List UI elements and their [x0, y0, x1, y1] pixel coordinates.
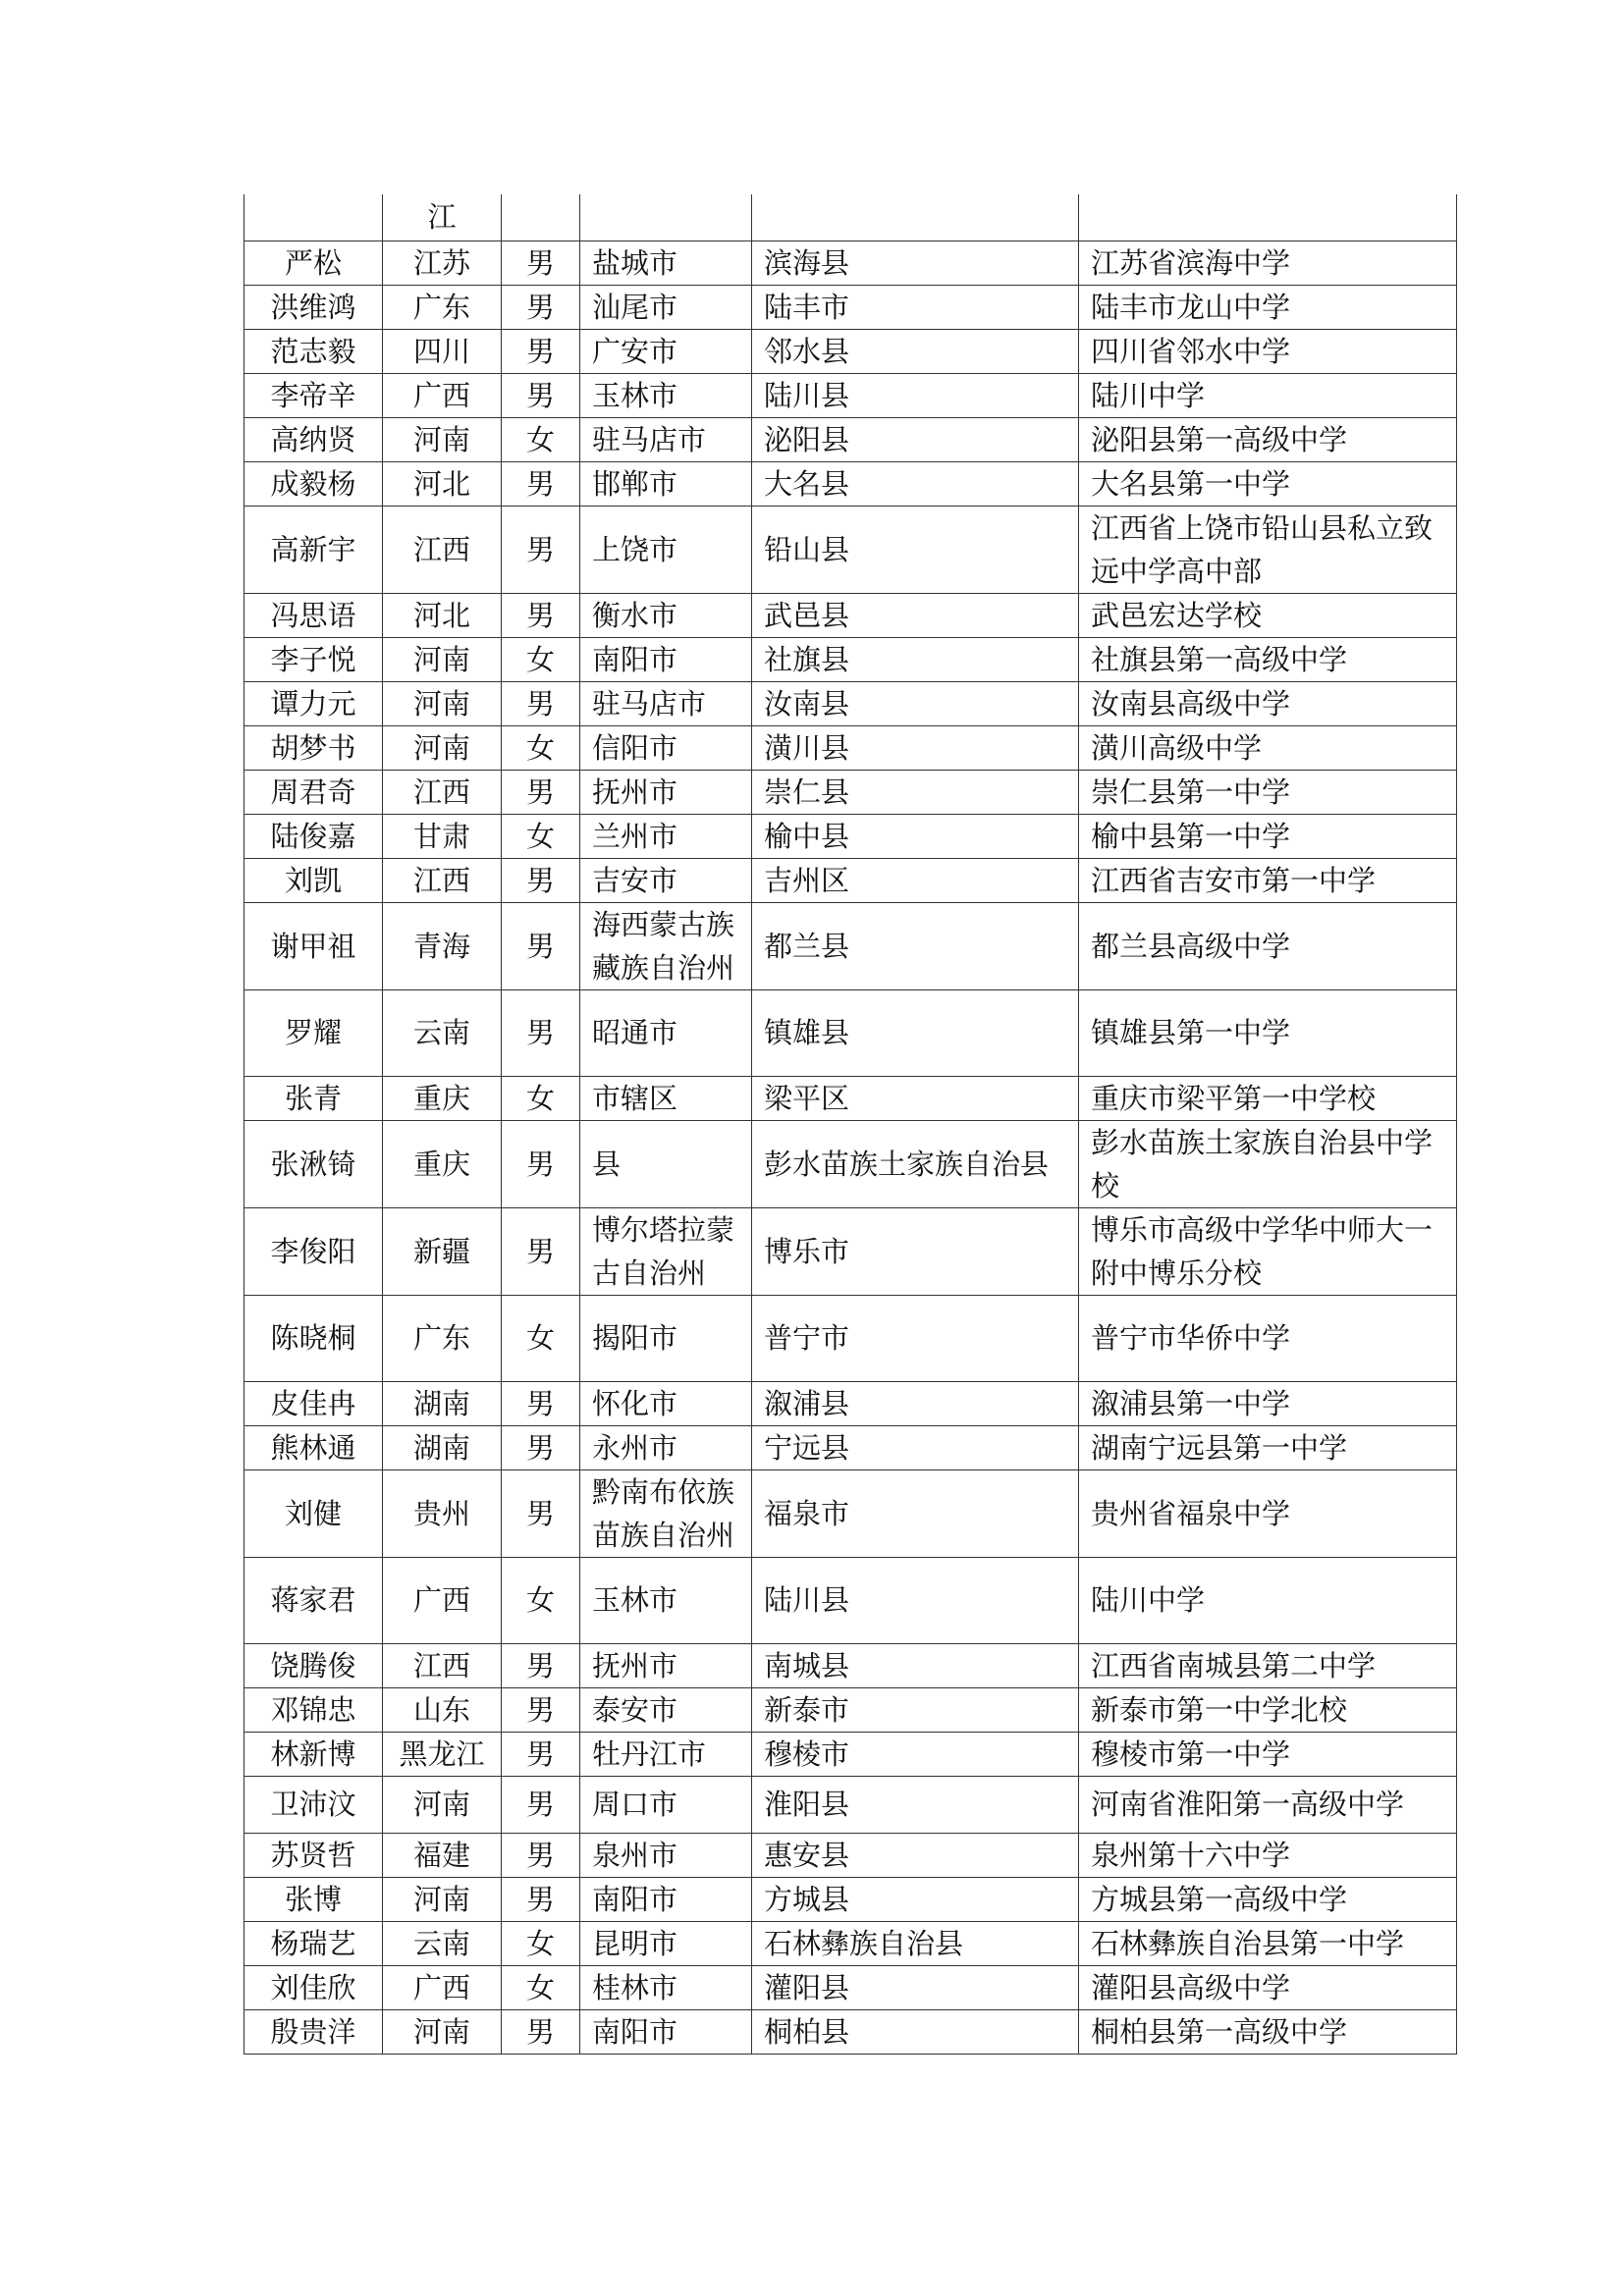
city-cell: 兰州市: [580, 814, 752, 858]
school-cell: 石林彝族自治县第一中学: [1079, 1921, 1457, 1965]
province-cell: 江西: [383, 506, 502, 593]
province-cell: 河南: [383, 725, 502, 770]
province-cell: 重庆: [383, 1120, 502, 1207]
school-cell: 大名县第一中学: [1079, 461, 1457, 506]
gender-cell: 男: [502, 240, 580, 285]
table-row: [244, 373, 1457, 417]
name-cell: 周君奇: [244, 770, 383, 814]
name-cell: 谢甲祖: [244, 902, 383, 989]
school-cell: 彭水苗族土家族自治县中学校: [1079, 1120, 1457, 1207]
county-cell: 都兰县: [752, 902, 1079, 989]
table-row: [244, 1965, 1457, 2009]
city-cell: 玉林市: [580, 373, 752, 417]
city-cell: 衡水市: [580, 593, 752, 637]
gender-cell: 女: [502, 814, 580, 858]
name-cell: 刘健: [244, 1469, 383, 1557]
city-cell: 博尔塔拉蒙古自治州: [580, 1207, 752, 1295]
city-cell: 抚州市: [580, 1643, 752, 1687]
city-cell: 广安市: [580, 329, 752, 373]
gender-cell: 男: [502, 2009, 580, 2054]
gender-cell: 男: [502, 373, 580, 417]
name-cell: 饶腾俊: [244, 1643, 383, 1687]
gender-cell: 男: [502, 989, 580, 1076]
school-cell: 江苏省滨海中学: [1079, 240, 1457, 285]
province-cell: 河北: [383, 461, 502, 506]
gender-cell: 男: [502, 1469, 580, 1557]
name-cell: 张湫锜: [244, 1120, 383, 1207]
table-row: [244, 194, 1457, 240]
province-cell: 河南: [383, 637, 502, 681]
name-cell: 苏贤哲: [244, 1833, 383, 1877]
gender-cell: 男: [502, 329, 580, 373]
gender-cell: 女: [502, 1076, 580, 1120]
county-cell: 方城县: [752, 1877, 1079, 1921]
table-row: [244, 1833, 1457, 1877]
province-cell: 河南: [383, 681, 502, 725]
city-cell: 周口市: [580, 1776, 752, 1833]
gender-cell: 男: [502, 285, 580, 329]
county-cell: 吉州区: [752, 858, 1079, 902]
school-cell: 崇仁县第一中学: [1079, 770, 1457, 814]
gender-cell: 男: [502, 506, 580, 593]
province-cell: 江苏: [383, 240, 502, 285]
city-cell: 驻马店市: [580, 681, 752, 725]
city-cell: 牡丹江市: [580, 1732, 752, 1776]
city-cell: [580, 194, 752, 240]
county-cell: 潢川县: [752, 725, 1079, 770]
school-cell: 博乐市高级中学华中师大一附中博乐分校: [1079, 1207, 1457, 1295]
table-row: [244, 1381, 1457, 1425]
school-cell: 武邑宏达学校: [1079, 593, 1457, 637]
county-cell: 溆浦县: [752, 1381, 1079, 1425]
name-cell: [244, 194, 383, 240]
province-cell: 广东: [383, 1295, 502, 1381]
province-cell: 广西: [383, 373, 502, 417]
province-cell: 湖南: [383, 1425, 502, 1469]
county-cell: 陆川县: [752, 373, 1079, 417]
name-cell: 陈晓桐: [244, 1295, 383, 1381]
county-cell: 泌阳县: [752, 417, 1079, 461]
gender-cell: 男: [502, 1687, 580, 1732]
province-cell: 山东: [383, 1687, 502, 1732]
city-cell: 抚州市: [580, 770, 752, 814]
table-row: [244, 285, 1457, 329]
gender-cell: 男: [502, 858, 580, 902]
county-cell: 汝南县: [752, 681, 1079, 725]
name-cell: 杨瑞艺: [244, 1921, 383, 1965]
table-row: [244, 814, 1457, 858]
school-cell: 四川省邻水中学: [1079, 329, 1457, 373]
school-cell: 泌阳县第一高级中学: [1079, 417, 1457, 461]
school-cell: 陆丰市龙山中学: [1079, 285, 1457, 329]
city-cell: 南阳市: [580, 637, 752, 681]
table-row: [244, 989, 1457, 1076]
school-cell: 重庆市梁平第一中学校: [1079, 1076, 1457, 1120]
county-cell: 南城县: [752, 1643, 1079, 1687]
table-row: [244, 240, 1457, 285]
table-row: [244, 1732, 1457, 1776]
gender-cell: 男: [502, 1425, 580, 1469]
table-row: [244, 1921, 1457, 1965]
province-cell: 新疆: [383, 1207, 502, 1295]
city-cell: 桂林市: [580, 1965, 752, 2009]
gender-cell: 男: [502, 681, 580, 725]
province-cell: 河北: [383, 593, 502, 637]
province-cell: 江西: [383, 1643, 502, 1687]
province-cell: 甘肃: [383, 814, 502, 858]
gender-cell: 女: [502, 637, 580, 681]
table-row: [244, 1076, 1457, 1120]
city-cell: 玉林市: [580, 1557, 752, 1643]
county-cell: [752, 194, 1079, 240]
table-row: [244, 1776, 1457, 1833]
gender-cell: 男: [502, 1732, 580, 1776]
county-cell: 陆丰市: [752, 285, 1079, 329]
school-cell: 江西省上饶市铅山县私立致远中学高中部: [1079, 506, 1457, 593]
county-cell: 博乐市: [752, 1207, 1079, 1295]
school-cell: 陆川中学: [1079, 373, 1457, 417]
name-cell: 卫沛汶: [244, 1776, 383, 1833]
province-cell: 广东: [383, 285, 502, 329]
province-cell: 湖南: [383, 1381, 502, 1425]
school-cell: 江西省南城县第二中学: [1079, 1643, 1457, 1687]
city-cell: 吉安市: [580, 858, 752, 902]
table-row: [244, 1120, 1457, 1207]
county-cell: 桐柏县: [752, 2009, 1079, 2054]
county-cell: 惠安县: [752, 1833, 1079, 1877]
county-cell: 武邑县: [752, 593, 1079, 637]
name-cell: 李帝辛: [244, 373, 383, 417]
city-cell: 昭通市: [580, 989, 752, 1076]
name-cell: 冯思语: [244, 593, 383, 637]
gender-cell: [502, 194, 580, 240]
table-row: [244, 1469, 1457, 1557]
gender-cell: 男: [502, 1776, 580, 1833]
city-cell: 泉州市: [580, 1833, 752, 1877]
city-cell: 县: [580, 1120, 752, 1207]
county-cell: 淮阳县: [752, 1776, 1079, 1833]
school-cell: 新泰市第一中学北校: [1079, 1687, 1457, 1732]
school-cell: 湖南宁远县第一中学: [1079, 1425, 1457, 1469]
gender-cell: 男: [502, 461, 580, 506]
province-cell: 贵州: [383, 1469, 502, 1557]
city-cell: 驻马店市: [580, 417, 752, 461]
gender-cell: 女: [502, 417, 580, 461]
name-cell: 殷贵洋: [244, 2009, 383, 2054]
name-cell: 张博: [244, 1877, 383, 1921]
city-cell: 邯郸市: [580, 461, 752, 506]
table-row: [244, 461, 1457, 506]
gender-cell: 男: [502, 1381, 580, 1425]
county-cell: 榆中县: [752, 814, 1079, 858]
school-cell: 泉州第十六中学: [1079, 1833, 1457, 1877]
province-cell: 广西: [383, 1557, 502, 1643]
school-cell: 陆川中学: [1079, 1557, 1457, 1643]
name-cell: 蒋家君: [244, 1557, 383, 1643]
province-cell: 重庆: [383, 1076, 502, 1120]
province-cell: 河南: [383, 417, 502, 461]
school-cell: 方城县第一高级中学: [1079, 1877, 1457, 1921]
gender-cell: 男: [502, 1643, 580, 1687]
province-cell: 河南: [383, 1776, 502, 1833]
province-cell: 江西: [383, 770, 502, 814]
county-cell: 崇仁县: [752, 770, 1079, 814]
county-cell: 社旗县: [752, 637, 1079, 681]
name-cell: 谭力元: [244, 681, 383, 725]
county-cell: 石林彝族自治县: [752, 1921, 1079, 1965]
city-cell: 汕尾市: [580, 285, 752, 329]
city-cell: 上饶市: [580, 506, 752, 593]
name-cell: 严松: [244, 240, 383, 285]
name-cell: 胡梦书: [244, 725, 383, 770]
province-cell: 福建: [383, 1833, 502, 1877]
table-row: [244, 1425, 1457, 1469]
name-cell: 罗耀: [244, 989, 383, 1076]
table-row: [244, 417, 1457, 461]
province-cell: 黑龙江: [383, 1732, 502, 1776]
county-cell: 灌阳县: [752, 1965, 1079, 2009]
gender-cell: 女: [502, 1965, 580, 2009]
city-cell: 南阳市: [580, 1877, 752, 1921]
county-cell: 铅山县: [752, 506, 1079, 593]
roster-table-body: [244, 194, 1457, 2054]
gender-cell: 男: [502, 593, 580, 637]
city-cell: 泰安市: [580, 1687, 752, 1732]
province-cell: 青海: [383, 902, 502, 989]
county-cell: 镇雄县: [752, 989, 1079, 1076]
school-cell: 普宁市华侨中学: [1079, 1295, 1457, 1381]
name-cell: 林新博: [244, 1732, 383, 1776]
school-cell: 镇雄县第一中学: [1079, 989, 1457, 1076]
table-row: [244, 1557, 1457, 1643]
table-row: [244, 1643, 1457, 1687]
school-cell: 穆棱市第一中学: [1079, 1732, 1457, 1776]
province-cell: 江: [383, 194, 502, 240]
school-cell: 贵州省福泉中学: [1079, 1469, 1457, 1557]
table-row: [244, 725, 1457, 770]
city-cell: 市辖区: [580, 1076, 752, 1120]
school-cell: [1079, 194, 1457, 240]
province-cell: 云南: [383, 1921, 502, 1965]
name-cell: 高新宇: [244, 506, 383, 593]
table-row: [244, 770, 1457, 814]
county-cell: 穆棱市: [752, 1732, 1079, 1776]
city-cell: 南阳市: [580, 2009, 752, 2054]
gender-cell: 男: [502, 770, 580, 814]
name-cell: 熊林通: [244, 1425, 383, 1469]
province-cell: 河南: [383, 1877, 502, 1921]
school-cell: 桐柏县第一高级中学: [1079, 2009, 1457, 2054]
name-cell: 邓锦忠: [244, 1687, 383, 1732]
county-cell: 陆川县: [752, 1557, 1079, 1643]
name-cell: 洪维鸿: [244, 285, 383, 329]
table-row: [244, 329, 1457, 373]
gender-cell: 男: [502, 902, 580, 989]
table-row: [244, 2009, 1457, 2054]
county-cell: 福泉市: [752, 1469, 1079, 1557]
city-cell: 怀化市: [580, 1381, 752, 1425]
table-row: [244, 1877, 1457, 1921]
table-row: [244, 1687, 1457, 1732]
school-cell: 河南省淮阳第一高级中学: [1079, 1776, 1457, 1833]
city-cell: 海西蒙古族藏族自治州: [580, 902, 752, 989]
school-cell: 榆中县第一中学: [1079, 814, 1457, 858]
province-cell: 四川: [383, 329, 502, 373]
county-cell: 滨海县: [752, 240, 1079, 285]
gender-cell: 女: [502, 1295, 580, 1381]
county-cell: 邻水县: [752, 329, 1079, 373]
province-cell: 河南: [383, 2009, 502, 2054]
name-cell: 刘佳欣: [244, 1965, 383, 2009]
name-cell: 张青: [244, 1076, 383, 1120]
county-cell: 彭水苗族土家族自治县: [752, 1120, 1079, 1207]
table-row: [244, 902, 1457, 989]
name-cell: 高纳贤: [244, 417, 383, 461]
table-row: [244, 637, 1457, 681]
table-row: [244, 506, 1457, 593]
school-cell: 江西省吉安市第一中学: [1079, 858, 1457, 902]
table-row: [244, 1295, 1457, 1381]
name-cell: 陆俊嘉: [244, 814, 383, 858]
school-cell: 溆浦县第一中学: [1079, 1381, 1457, 1425]
city-cell: 盐城市: [580, 240, 752, 285]
county-cell: 普宁市: [752, 1295, 1079, 1381]
school-cell: 都兰县高级中学: [1079, 902, 1457, 989]
city-cell: 黔南布依族苗族自治州: [580, 1469, 752, 1557]
student-roster-table: [244, 194, 1457, 2055]
school-cell: 汝南县高级中学: [1079, 681, 1457, 725]
city-cell: 信阳市: [580, 725, 752, 770]
table-row: [244, 858, 1457, 902]
province-cell: 云南: [383, 989, 502, 1076]
gender-cell: 女: [502, 1557, 580, 1643]
city-cell: 揭阳市: [580, 1295, 752, 1381]
province-cell: 江西: [383, 858, 502, 902]
gender-cell: 男: [502, 1207, 580, 1295]
city-cell: 永州市: [580, 1425, 752, 1469]
table-row: [244, 1207, 1457, 1295]
school-cell: 潢川高级中学: [1079, 725, 1457, 770]
name-cell: 李子悦: [244, 637, 383, 681]
gender-cell: 男: [502, 1120, 580, 1207]
county-cell: 梁平区: [752, 1076, 1079, 1120]
city-cell: 昆明市: [580, 1921, 752, 1965]
county-cell: 宁远县: [752, 1425, 1079, 1469]
name-cell: 皮佳冉: [244, 1381, 383, 1425]
name-cell: 李俊阳: [244, 1207, 383, 1295]
province-cell: 广西: [383, 1965, 502, 2009]
county-cell: 大名县: [752, 461, 1079, 506]
county-cell: 新泰市: [752, 1687, 1079, 1732]
gender-cell: 女: [502, 1921, 580, 1965]
table-row: [244, 681, 1457, 725]
table-row: [244, 593, 1457, 637]
name-cell: 刘凯: [244, 858, 383, 902]
school-cell: 灌阳县高级中学: [1079, 1965, 1457, 2009]
gender-cell: 男: [502, 1833, 580, 1877]
school-cell: 社旗县第一高级中学: [1079, 637, 1457, 681]
name-cell: 范志毅: [244, 329, 383, 373]
gender-cell: 女: [502, 725, 580, 770]
name-cell: 成毅杨: [244, 461, 383, 506]
gender-cell: 男: [502, 1877, 580, 1921]
